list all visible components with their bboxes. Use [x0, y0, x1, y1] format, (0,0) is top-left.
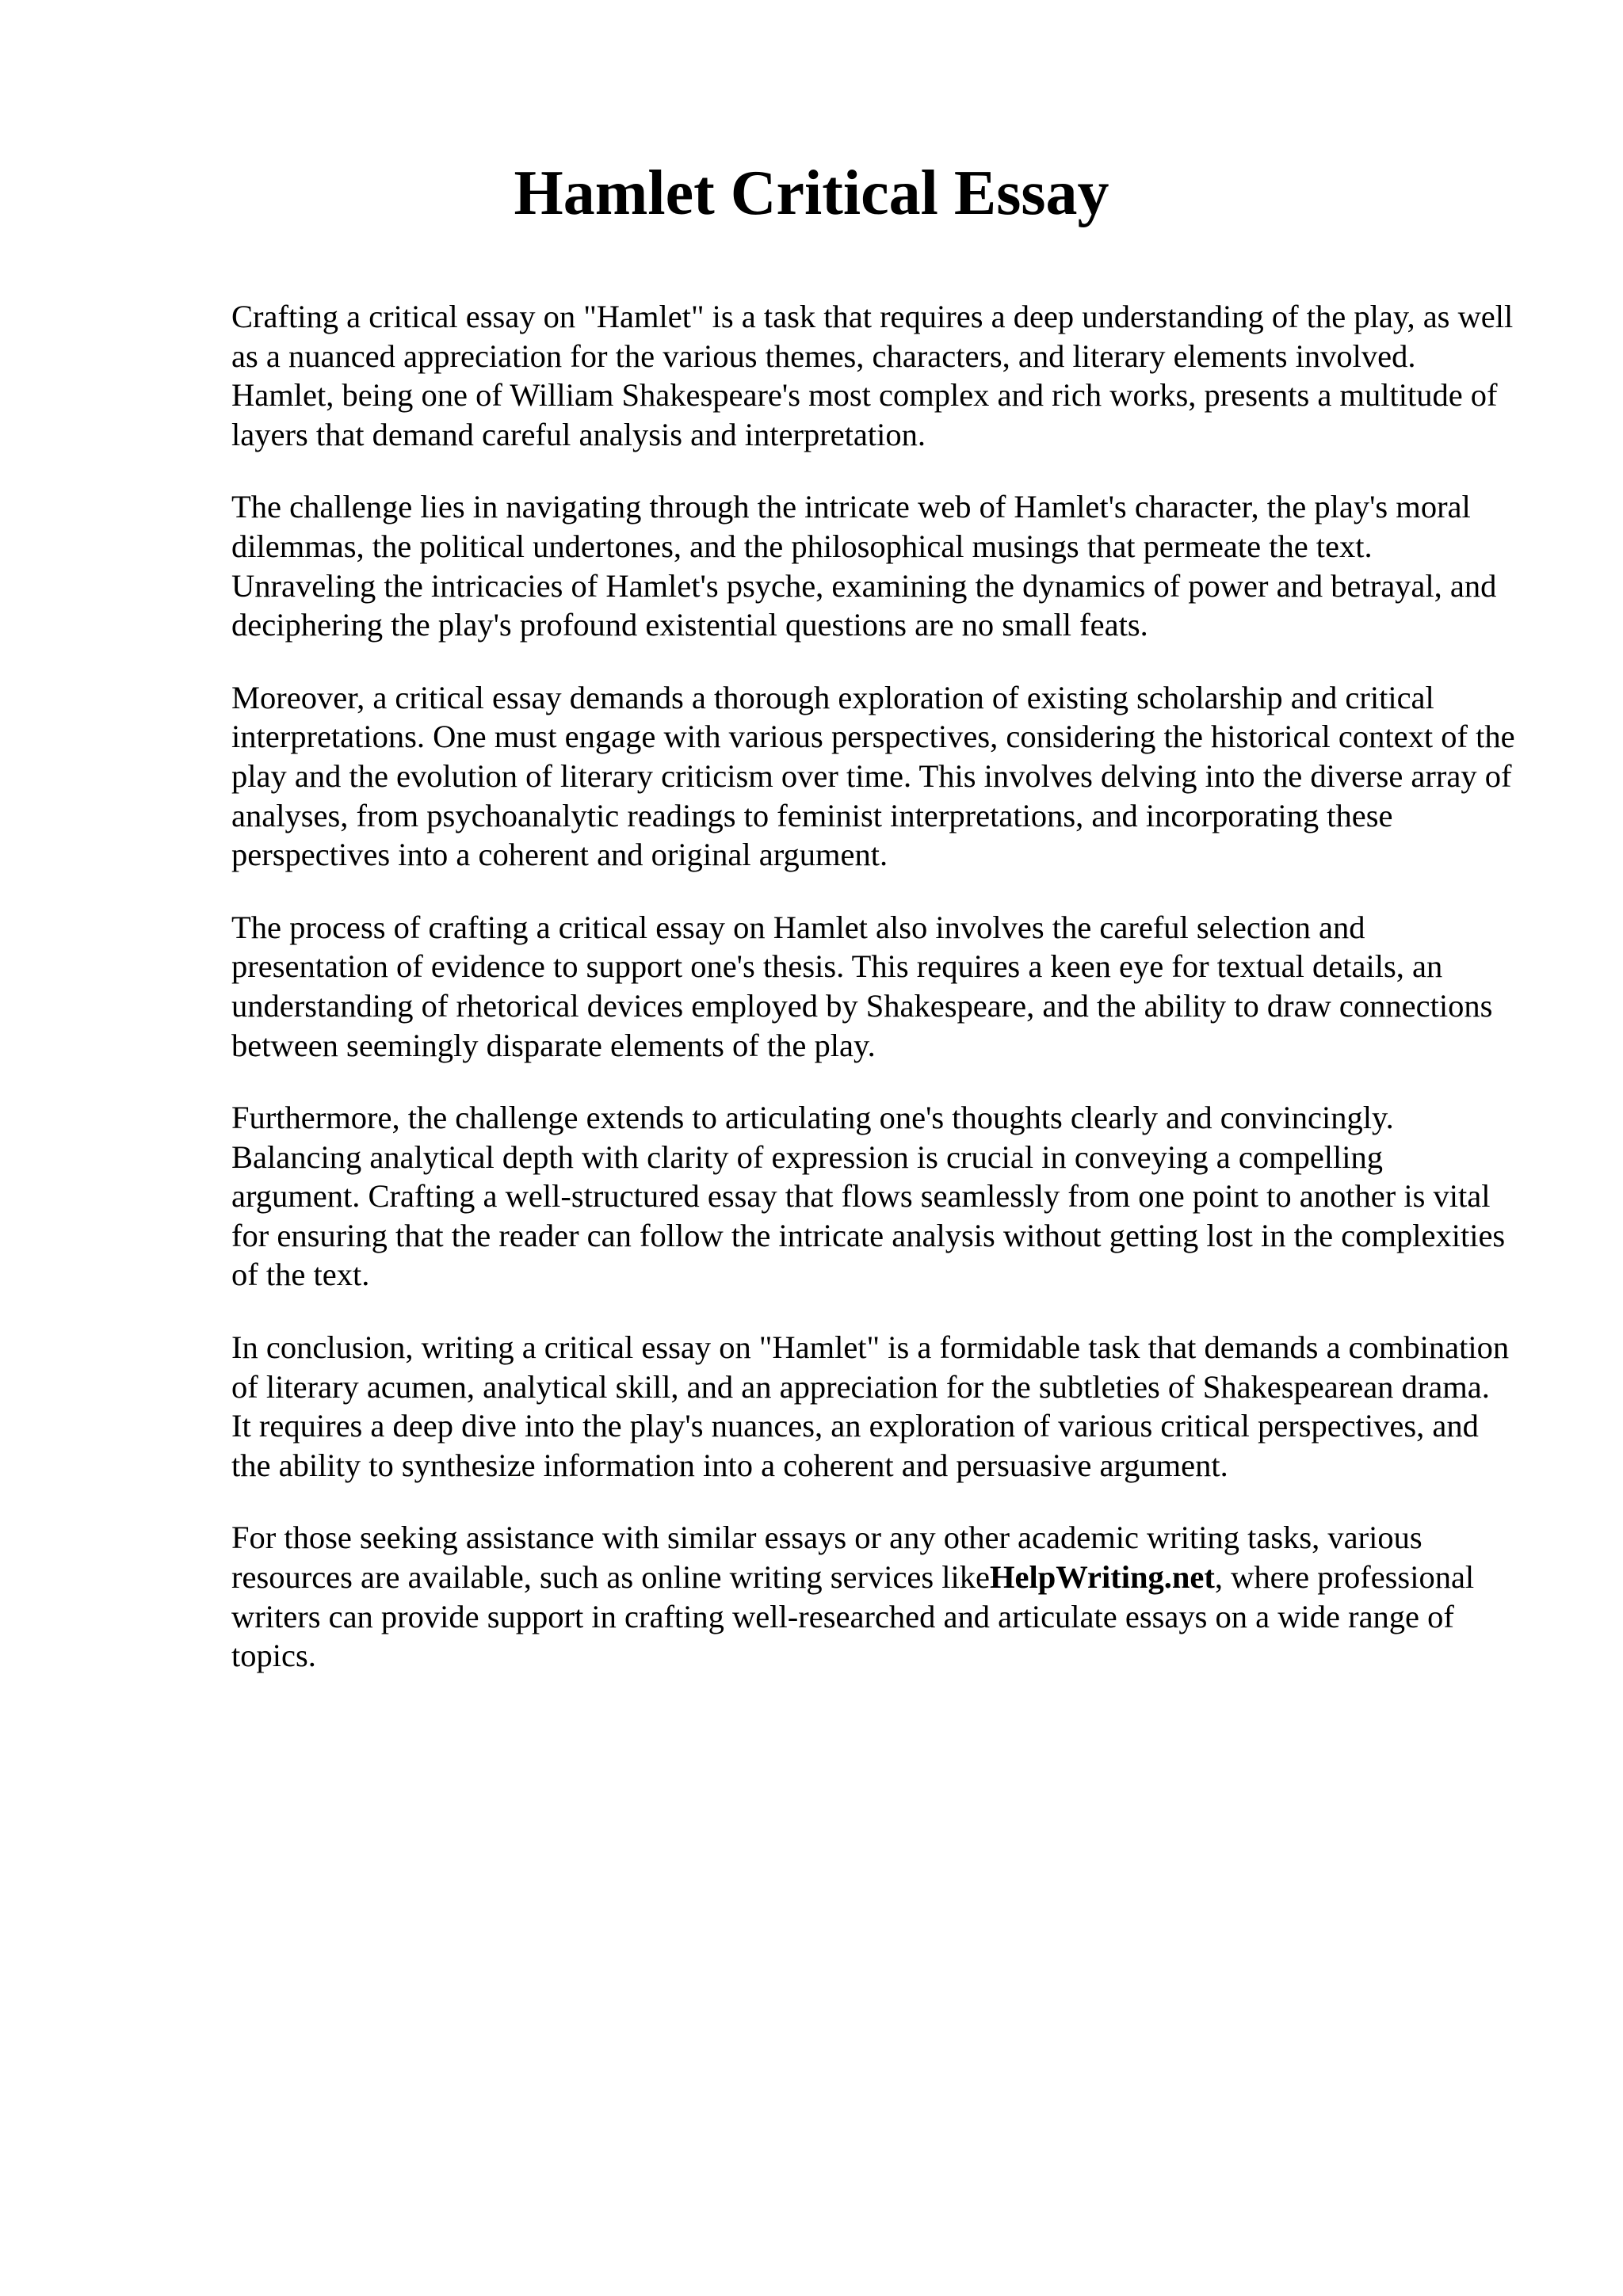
paragraph-articulation: Furthermore, the challenge extends to articulating one's thoughts clearly and convincingly. Balancing analytical depth with clarity of expression is crucial in conveying a compelling argument. Crafting a well-structured essay that flows seamlessly from one point to another is vital for ensuring that the reader can follow the intricate analysis without getting lost in the complexities of the text. — [231, 1100, 1506, 1293]
resources-text-before: For those seeking assistance with similar essays or any other academic writing tasks, various resources are available, such as online writing services like — [231, 1520, 1423, 1596]
resources-text-after: , where professional writers can provide support in crafting well-researched and articulate essays on a wide range of topics. — [231, 1559, 1475, 1674]
paragraph-challenge: The challenge lies in navigating through the intricate web of Hamlet's character, the play's moral dilemmas, the political undertones, and the philosophical musings that permeate the text. Unraveling the intricacies of Hamlet's psyche, examining the dynamics of power and betrayal, and deciphering the play's profound existential questions are no small feats. — [231, 489, 1497, 643]
brand-link[interactable]: HelpWriting.net — [990, 1559, 1215, 1596]
paragraph-resources — [231, 1518, 1515, 1675]
paragraph-intro: Crafting a critical essay on "Hamlet" is a task that requires a deep understanding of the play, as well as a nuanced appreciation for the various themes, characters, and literary elements involved. Hamlet, being one of William Shakespeare's most complex and rich works, presents a multitude of layers that demand careful analysis and interpretation. — [231, 299, 1514, 452]
paragraph-evidence: The process of crafting a critical essay on Hamlet also involves the careful selection and presentation of evidence to support one's thesis. This requires a keen eye for textual details, an understanding of rhetorical devices employed by Shakespeare, and the ability to draw connections between seemingly disparate elements of the play. — [231, 909, 1493, 1063]
paragraph-scholarship: Moreover, a critical essay demands a thorough exploration of existing scholarship and critical interpretations. One must engage with various perspectives, considering the historical context of the play and the evolution of literary criticism over time. This involves delving into the diverse array of analyses, from psychoanalytic readings to feminist interpretations, and incorporating these perspectives into a coherent and original argument. — [231, 679, 1515, 873]
paragraph-conclusion: In conclusion, writing a critical essay on "Hamlet" is a formidable task that demands a combination of literary acumen, analytical skill, and an appreciation for the subtleties of Shakespearean drama. It requires a deep dive into the play's nuances, an exploration of various critical perspectives, and the ability to synthesize information into a coherent and persuasive argument. — [231, 1329, 1510, 1483]
document-title: Hamlet Critical Essay — [514, 158, 1109, 228]
essay-body — [231, 297, 1515, 1709]
